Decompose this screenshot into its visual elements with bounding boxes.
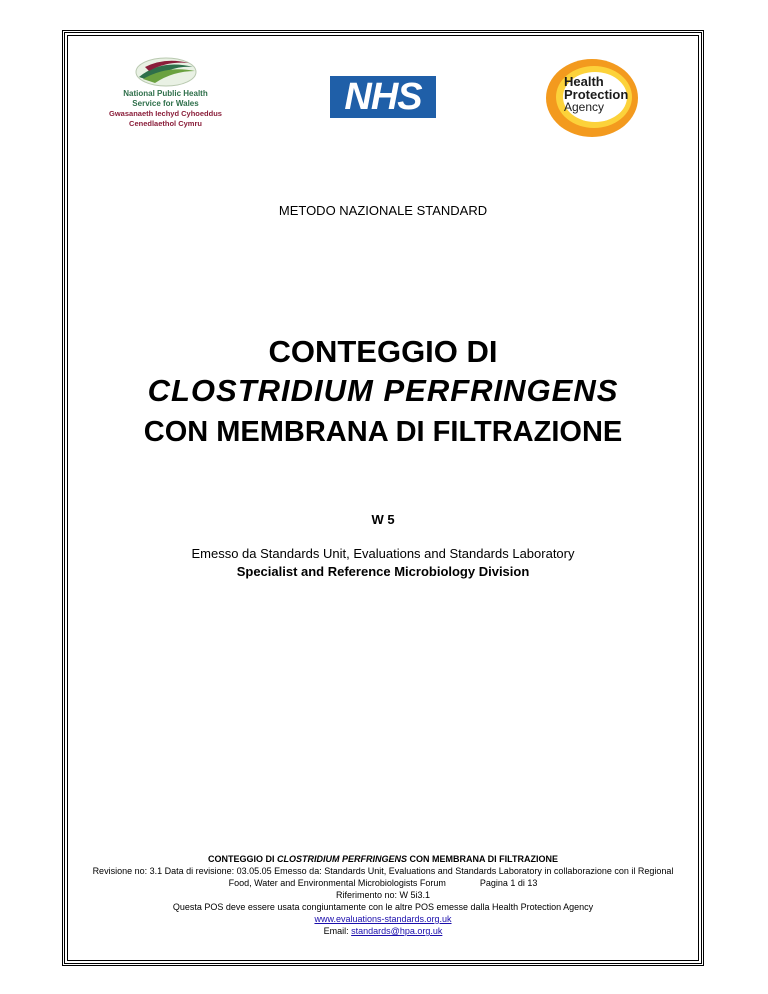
hpa-logo (542, 55, 642, 141)
footer-email (62, 925, 704, 937)
title-organism: CLOSTRIDIUM PERFRINGENS (147, 373, 619, 408)
footer-title-organism: CLOSTRIDIUM PERFRINGENS (277, 854, 408, 864)
document-footer (62, 853, 704, 937)
email-label: Email: (323, 926, 352, 936)
issued-by: Emesso da Standards Unit, Evaluations and Standards Laboratory (191, 546, 575, 561)
footer-title-suffix: CON MEMBRANA DI FILTRAZIONE (407, 854, 559, 864)
method-label: METODO NAZIONALE STANDARD (278, 203, 488, 218)
hpa-word-health: Health (564, 74, 604, 89)
document-title (62, 333, 704, 453)
wales-name-en-line1: National Public Health (123, 89, 208, 98)
document-number: W 5 (371, 512, 395, 527)
footer-revision-line2 (62, 877, 704, 889)
footer-reference: Riferimento no: W 5i3.1 (335, 890, 431, 900)
footer-title (62, 853, 704, 865)
title-line-3: CON MEMBRANA DI FILTRAZIONE (143, 416, 623, 448)
email-link[interactable]: standards@hpa.org.uk (351, 926, 443, 936)
nhs-logo: NHS (330, 76, 436, 118)
page-number: Pagina 1 di 13 (479, 878, 538, 888)
website-link[interactable]: www.evaluations-standards.org.uk (314, 914, 452, 924)
wales-name-en-line2: Service for Wales (132, 99, 199, 108)
hpa-word-protection: Protection (564, 87, 629, 102)
footer-notice: Questa POS deve essere usata congiuntamente con le altre POS emesse dalla Health Protection Agency (172, 902, 594, 912)
page-border (62, 30, 704, 966)
hpa-word-agency: Agency (564, 100, 605, 114)
wales-logo-emblem-icon (131, 55, 201, 89)
issued-by-block (62, 545, 704, 581)
hpa-wordmark (564, 75, 628, 114)
division-name: Specialist and Reference Microbiology Division (236, 564, 530, 579)
footer-revision-line1: Revisione no: 3.1 Data di revisione: 03.05.05 Emesso da: Standards Unit, Evaluations and Standards Laboratory in collaborazione con il Regional (92, 866, 674, 876)
footer-forum: Food, Water and Environmental Microbiologists Forum (228, 878, 446, 888)
wales-name-cy-line2: Cenedlaethol Cymru (129, 119, 202, 128)
footer-title-prefix: CONTEGGIO DI (207, 854, 277, 864)
wales-name-cy-line1: Gwasanaeth Iechyd Cyhoeddus (109, 109, 222, 118)
wales-health-logo (103, 55, 228, 145)
title-line-1: CONTEGGIO DI (268, 334, 498, 369)
